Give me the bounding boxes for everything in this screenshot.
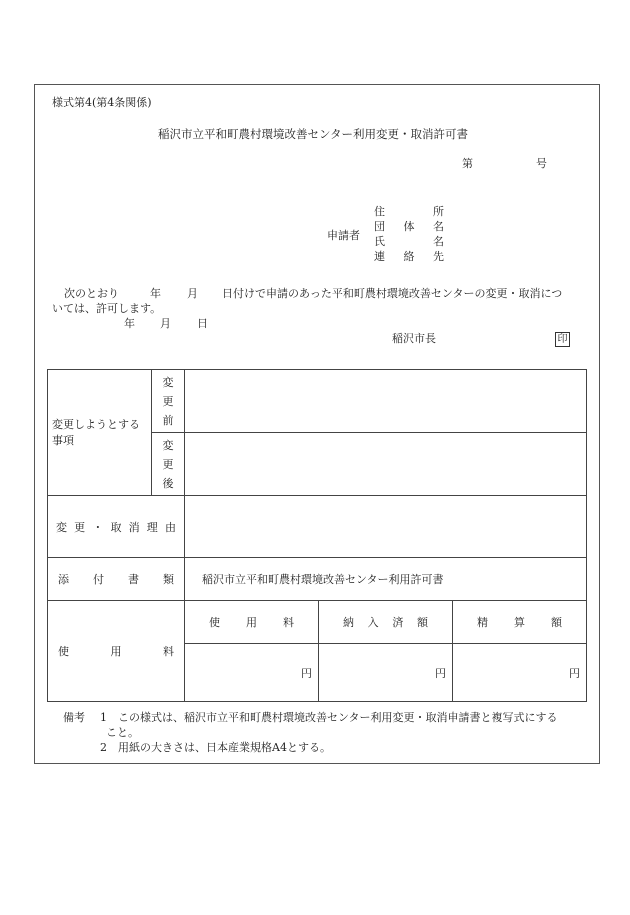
- fee-usage-yen[interactable]: 円: [185, 644, 319, 702]
- form-label: 様式第4(第4条関係): [52, 96, 152, 109]
- body-year: 年: [150, 287, 161, 300]
- applicant-field-contact: 連 絡 先: [374, 250, 444, 263]
- fee-header-usage: 使 用 料: [185, 601, 319, 644]
- fee-header-settlement: 精 算 額: [453, 601, 587, 644]
- applicant-fields: [374, 205, 444, 265]
- seal-mark: 印: [555, 332, 570, 347]
- before-label: 変 更 前: [152, 370, 185, 433]
- number-suffix: 号: [536, 157, 547, 170]
- change-table: [47, 369, 587, 702]
- after-label: 変 更 後: [152, 433, 185, 496]
- document-title: 稲沢市立平和町農村環境改善センター利用変更・取消許可書: [158, 127, 469, 141]
- fee-label: 使 用 料: [48, 601, 185, 702]
- note-1-text: この様式は、稲沢市立平和町農村環境改善センター利用変更・取消申請書と複写式にする: [118, 711, 558, 724]
- after-field[interactable]: [185, 433, 587, 496]
- date-year: 年: [124, 317, 135, 330]
- body-month: 月: [187, 287, 198, 300]
- applicant-field-address: 住 所: [374, 205, 444, 218]
- note-1-number: 1: [100, 711, 107, 724]
- note-2-number: 2: [100, 741, 107, 754]
- reason-field[interactable]: [185, 496, 587, 558]
- fee-settlement-yen[interactable]: 円: [453, 644, 587, 702]
- before-field[interactable]: [185, 370, 587, 433]
- body-lead: 次のとおり: [64, 287, 119, 300]
- date-day: 日: [197, 317, 208, 330]
- attachment-label: 添 付 書 類: [48, 558, 185, 601]
- attachment-value: 稲沢市立平和町農村環境改善センター利用許可書: [185, 558, 587, 601]
- number-prefix: 第: [462, 157, 473, 170]
- notes-label: 備考: [63, 711, 85, 724]
- applicant-field-group: 団 体 名: [374, 220, 444, 233]
- applicant-label: 申請者: [327, 229, 360, 242]
- note-2-text: 用紙の大きさは、日本産業規格A4とする。: [118, 741, 331, 754]
- issuer: 稲沢市長: [392, 332, 436, 345]
- fee-paid-yen[interactable]: 円: [319, 644, 453, 702]
- applicant-field-name: 氏 名: [374, 235, 444, 248]
- body-text-line2: いては、許可します。: [52, 302, 162, 315]
- date-month: 月: [160, 317, 171, 330]
- reason-label: 変 更 ・ 取 消 理 由: [48, 496, 185, 558]
- change-item-label: 変更しようとする事項: [48, 370, 152, 496]
- body-text: 日付けで申請のあった平和町農村環境改善センターの変更・取消につ: [222, 287, 563, 300]
- note-1-continuation: こと。: [106, 726, 139, 739]
- fee-header-paid: 納 入 済 額: [319, 601, 453, 644]
